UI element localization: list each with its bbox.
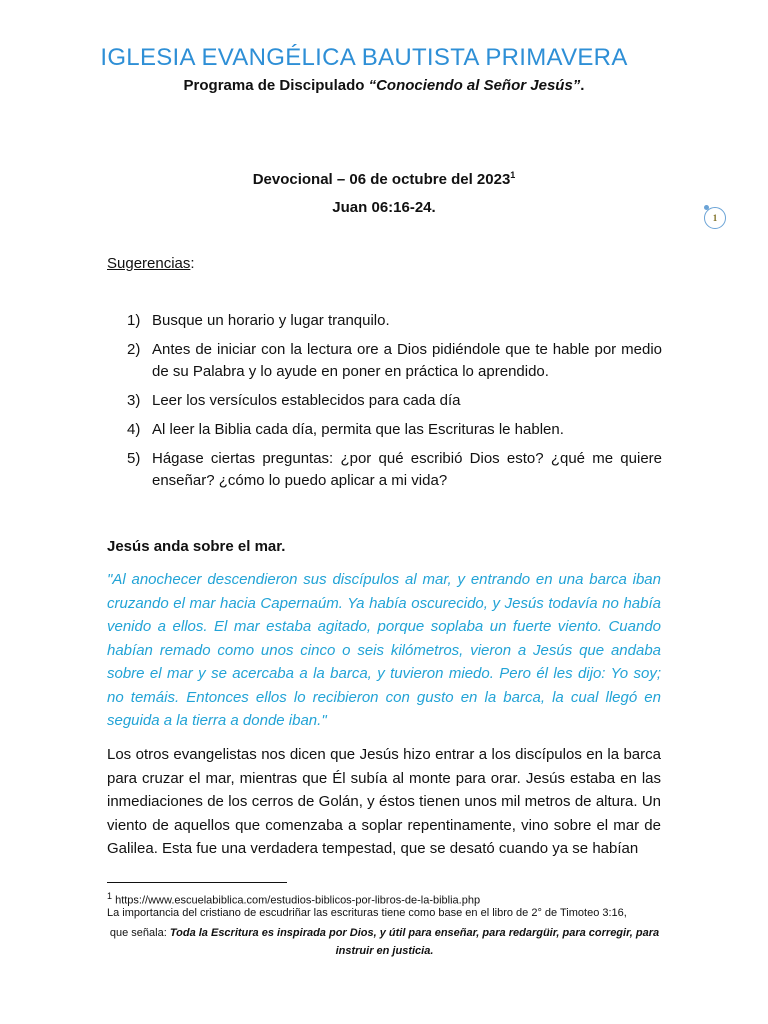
- program-suffix: .: [580, 77, 585, 94]
- footnote-verse: Toda la Escritura es inspirada por Dios, y útil para enseñar, para redargüir, para corregir, para instruir en justicia.: [169, 927, 660, 957]
- list-item: [127, 448, 662, 492]
- suggestions-heading-colon: :: [190, 255, 195, 272]
- list-item: [127, 390, 662, 412]
- list-item: [127, 339, 662, 383]
- list-item-number: 2): [127, 341, 141, 358]
- scripture-quote: "Al anochecer descendieron sus discípulos al mar, y entrando en una barca iban cruzando el mar hacia Capernaúm. Ya había oscurecido, y Jesús todavía no había venido a ellos. El mar estaba agitado, porque soplaba un fuerte viento. Cuando habían remado como unos cinco o seis kilómetros, vieron a Jesús que andaba sobre el mar y se acercaba a la barca, y tuvieron miedo. Pero él les dijo: Yo soy; no temáis. Entonces ellos lo recibieron con gusto en la barca, la cual llegó en seguida a la tierra a donde iban.": [107, 571, 661, 729]
- list-item: [127, 310, 662, 332]
- church-title: IGLESIA EVANGÉLICA BAUTISTA PRIMAVERA: [100, 44, 628, 71]
- footnote-reference[interactable]: 1: [510, 170, 516, 180]
- footnote-lead: que señala:: [109, 927, 170, 939]
- list-item-number: 1): [127, 312, 141, 329]
- scripture-reference: Juan 06:16-24.: [332, 199, 436, 216]
- list-item-number: 4): [127, 421, 141, 438]
- section-heading: Jesús anda sobre el mar.: [107, 538, 286, 555]
- footnote-note: La importancia del cristiano de escudriñar las escrituras tiene como base en el libro de 2° de Timoteo 3:16,: [107, 907, 627, 919]
- list-item: [127, 419, 662, 441]
- program-title: [0, 77, 768, 94]
- footnote-verse-line: [107, 924, 662, 960]
- suggestions-list: [127, 310, 662, 499]
- devotional-date-text: Devocional – 06 de octubre del 2023: [252, 171, 511, 188]
- page-number-badge: 1: [704, 207, 726, 229]
- footnote-mark: 1: [107, 891, 113, 901]
- program-name: “Conociendo al Señor Jesús”: [368, 77, 581, 94]
- program-prefix: Programa de Discipulado: [183, 77, 369, 94]
- list-item-text: Leer los versículos establecidos para cada día: [152, 392, 461, 409]
- list-item-text: Antes de iniciar con la lectura ore a Dios pidiéndole que te hable por medio de su Palabra y lo ayude en poner en práctica lo aprendido.: [152, 341, 662, 380]
- footnote-divider: [107, 882, 287, 883]
- list-item-text: Al leer la Biblia cada día, permita que las Escrituras le hablen.: [152, 421, 564, 438]
- list-item-text: Hágase ciertas preguntas: ¿por qué escribió Dios esto? ¿qué me quiere enseñar? ¿cómo lo puedo aplicar a mi vida?: [152, 450, 662, 489]
- list-item-number: 5): [127, 450, 141, 467]
- suggestions-heading: [107, 255, 195, 272]
- body-paragraph: Los otros evangelistas nos dicen que Jesús hizo entrar a los discípulos en la barca para cruzar el mar, mientras que Él subía al monte para orar. Jesús estaba en las inmediaciones de los cerros de Golán, y éstos tienen unos mil metros de altura. Un viento de aquellos que comenzaba a soplar repentinamente, vino sobre el mar de Galilea. Esta fue una verdadera tempestad, que se desató cuando ya se habían: [107, 746, 661, 857]
- footnote-source: [107, 891, 480, 907]
- suggestions-heading-text: Sugerencias: [107, 255, 191, 272]
- list-item-number: 3): [127, 392, 141, 409]
- list-item-text: Busque un horario y lugar tranquilo.: [152, 312, 390, 329]
- footnote-url[interactable]: https://www.escuelabiblica.com/estudios-biblicos-por-libros-de-la-biblia.php: [115, 894, 481, 907]
- devotional-date: [0, 170, 768, 188]
